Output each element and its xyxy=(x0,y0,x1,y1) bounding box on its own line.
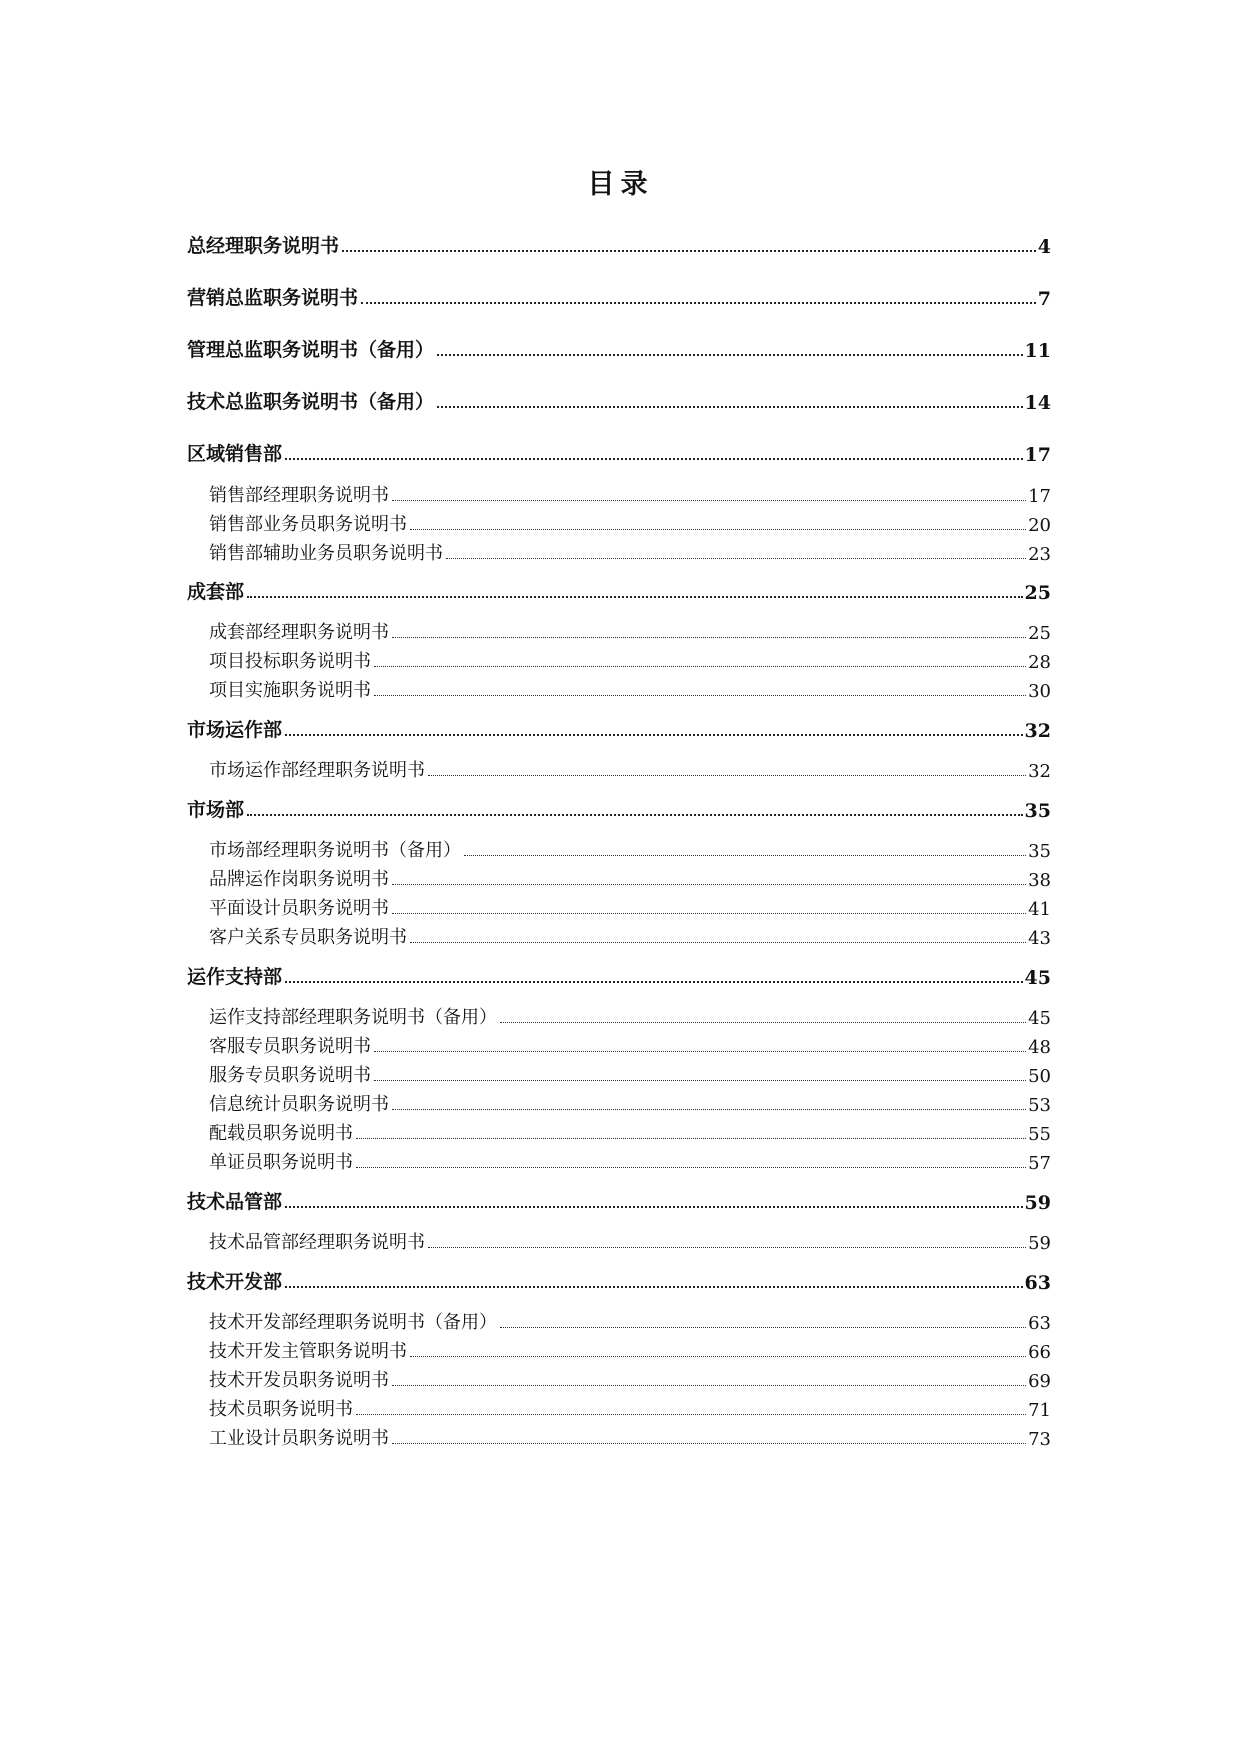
toc-entry-label: 区域销售部 xyxy=(187,443,283,465)
toc-dot-leader xyxy=(247,814,1023,816)
toc-dot-leader xyxy=(356,1167,1026,1168)
toc-entry-label: 工业设计员职务说明书 xyxy=(209,1428,389,1449)
toc-page-number: 14 xyxy=(1024,392,1051,414)
toc-page-number: 59 xyxy=(1028,1233,1051,1254)
toc-page-number: 63 xyxy=(1024,1272,1051,1294)
toc-subsection-entry[interactable] xyxy=(209,1308,1051,1334)
toc-page-number: 53 xyxy=(1028,1095,1051,1116)
toc-subsection-entry[interactable] xyxy=(209,1395,1051,1421)
toc-page-number: 48 xyxy=(1028,1037,1051,1058)
toc-dot-leader xyxy=(392,1385,1026,1386)
toc-page-number: 25 xyxy=(1028,623,1051,644)
toc-page-number: 17 xyxy=(1028,486,1051,507)
toc-page-number: 55 xyxy=(1028,1124,1051,1145)
toc-entry-label: 客服专员职务说明书 xyxy=(209,1036,371,1057)
toc-subsection-entry[interactable] xyxy=(209,1032,1051,1058)
toc-page-number: 57 xyxy=(1028,1153,1051,1174)
toc-subsection-entry[interactable] xyxy=(209,1090,1051,1116)
toc-entry-label: 技术开发主管职务说明书 xyxy=(209,1341,407,1362)
toc-page-number: 32 xyxy=(1028,761,1051,782)
toc-page-number: 4 xyxy=(1037,236,1051,258)
toc-subsection-entry[interactable] xyxy=(209,676,1051,702)
toc-dot-leader xyxy=(428,775,1026,776)
toc-entry-label: 品牌运作岗职务说明书 xyxy=(209,869,389,890)
page-title: 目录 xyxy=(587,169,654,200)
toc-dot-leader xyxy=(464,855,1026,856)
toc-page-number: 71 xyxy=(1028,1400,1051,1421)
toc-page-number: 73 xyxy=(1028,1429,1051,1450)
toc-entry-label: 技术品管部经理职务说明书 xyxy=(209,1232,425,1253)
toc-page-number: 17 xyxy=(1024,444,1051,466)
toc-page-number: 28 xyxy=(1028,652,1051,673)
toc-entry-label: 销售部经理职务说明书 xyxy=(209,485,389,506)
toc-dot-leader xyxy=(410,942,1026,943)
toc-dot-leader xyxy=(437,406,1023,408)
toc-page-number: 50 xyxy=(1028,1066,1051,1087)
toc-section-entry[interactable] xyxy=(187,1188,1051,1214)
toc-entry-label: 服务专员职务说明书 xyxy=(209,1065,371,1086)
toc-section-entry[interactable] xyxy=(187,1268,1051,1294)
toc-entry-label: 技术品管部 xyxy=(187,1191,283,1213)
toc-dot-leader xyxy=(392,500,1026,501)
toc-dot-leader xyxy=(392,1109,1026,1110)
toc-page-number: 63 xyxy=(1028,1313,1051,1334)
toc-dot-leader xyxy=(342,250,1036,252)
toc-section-entry[interactable] xyxy=(187,336,1051,362)
toc-entry-label: 市场运作部 xyxy=(187,719,283,741)
toc-dot-leader xyxy=(374,1051,1026,1052)
toc-subsection-entry[interactable] xyxy=(209,1228,1051,1254)
toc-subsection-entry[interactable] xyxy=(209,539,1051,565)
toc-entry-label: 市场运作部经理职务说明书 xyxy=(209,760,425,781)
toc-page-number: 66 xyxy=(1028,1342,1051,1363)
toc-subsection-entry[interactable] xyxy=(209,923,1051,949)
toc-dot-leader xyxy=(392,884,1026,885)
toc-page-number: 41 xyxy=(1028,899,1051,920)
toc-page-number: 38 xyxy=(1028,870,1051,891)
toc-subsection-entry[interactable] xyxy=(209,1337,1051,1363)
toc-page-number: 7 xyxy=(1037,288,1051,310)
toc-dot-leader xyxy=(428,1247,1026,1248)
toc-entry-label: 市场部 xyxy=(187,799,245,821)
toc-entry-label: 市场部经理职务说明书（备用） xyxy=(209,840,461,861)
toc-entry-label: 技术开发部经理职务说明书（备用） xyxy=(209,1312,497,1333)
toc-section-entry[interactable] xyxy=(187,716,1051,742)
toc-dot-leader xyxy=(285,1286,1023,1288)
toc-entry-label: 配载员职务说明书 xyxy=(209,1123,353,1144)
toc-page-number: 45 xyxy=(1028,1008,1051,1029)
toc-page-number: 25 xyxy=(1024,582,1051,604)
toc-page-number: 32 xyxy=(1024,720,1051,742)
toc-subsection-entry[interactable] xyxy=(209,756,1051,782)
toc-dot-leader xyxy=(392,913,1026,914)
toc-page-number: 30 xyxy=(1028,681,1051,702)
toc-section-entry[interactable] xyxy=(187,284,1051,310)
toc-dot-leader xyxy=(446,558,1026,559)
toc-entry-label: 信息统计员职务说明书 xyxy=(209,1094,389,1115)
toc-entry-label: 成套部 xyxy=(187,581,245,603)
toc-dot-leader xyxy=(374,695,1026,696)
toc-subsection-entry[interactable] xyxy=(209,1366,1051,1392)
toc-dot-leader xyxy=(374,666,1026,667)
toc-entry-label: 项目实施职务说明书 xyxy=(209,680,371,701)
toc-entry-label: 单证员职务说明书 xyxy=(209,1152,353,1173)
toc-page-number: 43 xyxy=(1028,928,1051,949)
table-of-contents xyxy=(187,0,1051,1754)
toc-page-number: 45 xyxy=(1024,967,1051,989)
toc-dot-leader xyxy=(247,596,1023,598)
toc-section-entry[interactable] xyxy=(187,232,1051,258)
toc-page-number: 35 xyxy=(1028,841,1051,862)
toc-subsection-entry[interactable] xyxy=(209,510,1051,536)
toc-page-number: 35 xyxy=(1024,800,1051,822)
toc-dot-leader xyxy=(437,354,1023,356)
toc-dot-leader xyxy=(285,981,1023,983)
toc-entry-label: 运作支持部经理职务说明书（备用） xyxy=(209,1007,497,1028)
toc-subsection-entry[interactable] xyxy=(209,647,1051,673)
toc-subsection-entry[interactable] xyxy=(209,1119,1051,1145)
toc-entry-label: 技术员职务说明书 xyxy=(209,1399,353,1420)
toc-entry-label: 客户关系专员职务说明书 xyxy=(209,927,407,948)
toc-dot-leader xyxy=(356,1414,1026,1415)
toc-subsection-entry[interactable] xyxy=(209,618,1051,644)
toc-entry-label: 平面设计员职务说明书 xyxy=(209,898,389,919)
toc-section-entry[interactable] xyxy=(187,796,1051,822)
toc-page-number: 20 xyxy=(1028,515,1051,536)
toc-dot-leader xyxy=(410,529,1026,530)
toc-dot-leader xyxy=(374,1080,1026,1081)
toc-dot-leader xyxy=(285,1206,1023,1208)
toc-subsection-entry[interactable] xyxy=(209,1061,1051,1087)
toc-subsection-entry[interactable] xyxy=(209,1424,1051,1450)
toc-subsection-entry[interactable] xyxy=(209,1003,1051,1029)
toc-subsection-entry[interactable] xyxy=(209,865,1051,891)
toc-entry-label: 总经理职务说明书 xyxy=(187,235,340,257)
toc-page-number: 11 xyxy=(1024,340,1051,362)
toc-entry-label: 项目投标职务说明书 xyxy=(209,651,371,672)
toc-section-entry[interactable] xyxy=(187,578,1051,604)
toc-entry-label: 运作支持部 xyxy=(187,966,283,988)
toc-dot-leader xyxy=(285,458,1023,460)
toc-page-number: 59 xyxy=(1024,1192,1051,1214)
toc-dot-leader xyxy=(285,734,1023,736)
toc-section-entry[interactable] xyxy=(187,963,1051,989)
toc-entry-label: 管理总监职务说明书（备用） xyxy=(187,339,435,361)
toc-section-entry[interactable] xyxy=(187,388,1051,414)
toc-entry-label: 技术开发部 xyxy=(187,1271,283,1293)
toc-entry-label: 营销总监职务说明书 xyxy=(187,287,359,309)
toc-dot-leader xyxy=(361,302,1036,304)
toc-entry-label: 销售部辅助业务员职务说明书 xyxy=(209,543,443,564)
toc-dot-leader xyxy=(392,1443,1026,1444)
toc-section-entry[interactable] xyxy=(187,440,1051,466)
toc-subsection-entry[interactable] xyxy=(209,1148,1051,1174)
toc-entry-label: 技术总监职务说明书（备用） xyxy=(187,391,435,413)
toc-entry-label: 销售部业务员职务说明书 xyxy=(209,514,407,535)
toc-dot-leader xyxy=(392,637,1026,638)
toc-dot-leader xyxy=(410,1356,1026,1357)
toc-subsection-entry[interactable] xyxy=(209,836,1051,862)
toc-page-number: 23 xyxy=(1028,544,1051,565)
toc-dot-leader xyxy=(356,1138,1026,1139)
toc-entry-label: 成套部经理职务说明书 xyxy=(209,622,389,643)
toc-subsection-entry[interactable] xyxy=(209,481,1051,507)
toc-subsection-entry[interactable] xyxy=(209,894,1051,920)
toc-entry-label: 技术开发员职务说明书 xyxy=(209,1370,389,1391)
toc-page-number: 69 xyxy=(1028,1371,1051,1392)
toc-dot-leader xyxy=(500,1022,1026,1023)
toc-dot-leader xyxy=(500,1327,1026,1328)
